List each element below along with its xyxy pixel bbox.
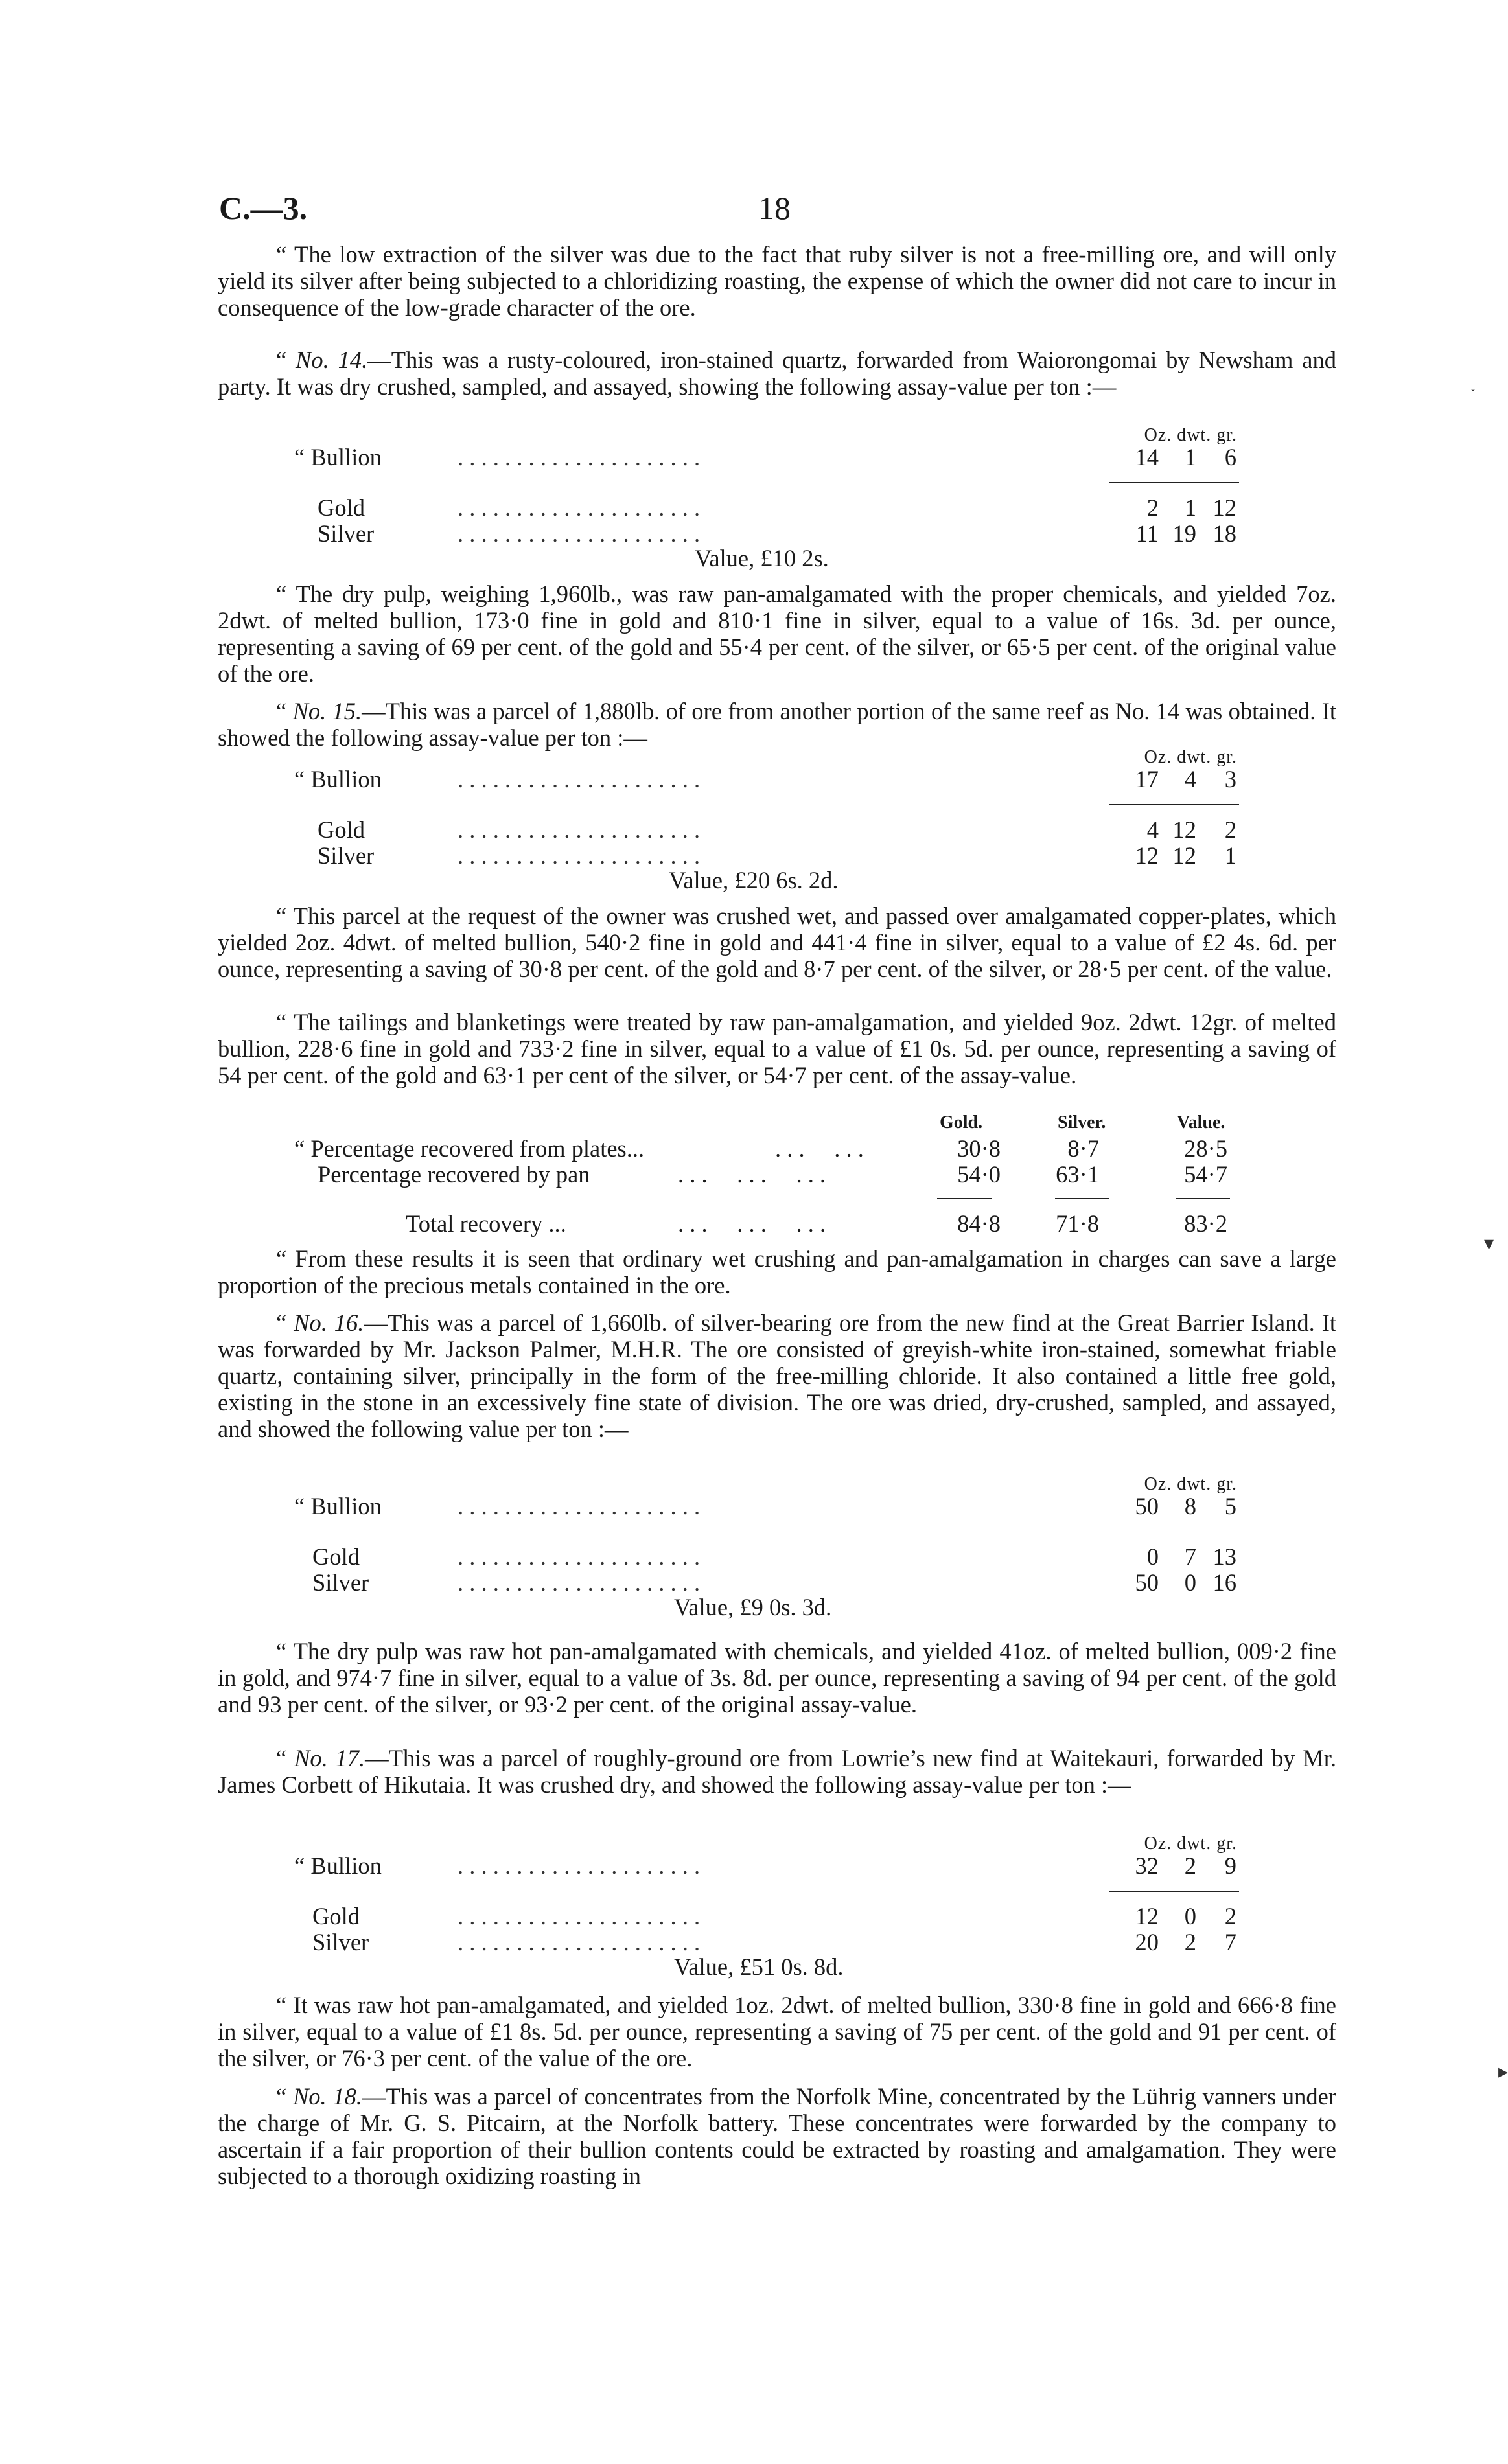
silver-row: Silver . . . . . . . . . . . . . . . . . . . . . 11 19 18 <box>318 520 1236 547</box>
gold-row: Gold . . . . . . . . . . . . . . . . . . . . . 2 1 12 <box>318 494 1236 521</box>
sample-number: No. 14. <box>296 347 368 373</box>
gold-row: Gold . . . . . . . . . . . . . . . . . . . . . 12 0 2 <box>312 1903 1236 1929</box>
paragraph-no-15: “ No. 15.—This was a parcel of 1,880lb. of ore from another portion of the same reef as No. 14 was obtained. It showed the following assay-value per ton :— <box>218 698 1336 751</box>
gold-row: Gold . . . . . . . . . . . . . . . . . . . . . 0 7 13 <box>312 1543 1236 1570</box>
paragraph-no-14: “ No. 14.—This was a rusty-coloured, iron-stained quartz, forwarded from Waiorongomai by Newsham and party. It was dry crushed, sampled, and assayed, showing the following assay-value per ton :— <box>218 347 1336 400</box>
bullion-row: “ Bullion . . . . . . . . . . . . . . . . . . . . . 32 2 9 <box>294 1852 1236 1879</box>
assay-value: Value, £10 2s. <box>695 545 829 571</box>
col-value: Value. <box>1177 1112 1225 1133</box>
paragraph-no-16: “ No. 16.—This was a parcel of 1,660lb. of silver-bearing ore from the new find at the Great Barrier Island. It was forwarded by Mr. Jackson Palmer, M.H.R. The ore consisted of greyish-white iron-stained, somewhat friable quartz, containing silver, principally in the form of the free-milling chloride. It also contained a little free gold, existing in the stone in an excessively fine state of division. The ore was dried, dry-crushed, sampled, and assayed, and showed the following value per ton :— <box>218 1309 1336 1442</box>
col-gold: Gold. <box>940 1112 983 1133</box>
silver-row: Silver . . . . . . . . . . . . . . . . . . . . . 50 0 16 <box>312 1569 1236 1596</box>
units-header: Oz. dwt. gr. <box>1144 425 1237 445</box>
assay-table-no-14 <box>218 425 1336 581</box>
assay-table-no-15: Oz. dwt. gr. “ Bullion . . . . . . . . . . . . . . . . . . . . . 17 4 3 Gold . . . . . . . . . . . . . . . . . . . . . 4 12 2 Silver . . . . . . . . . . . . . . . . . . . . . 12 12 1 Value, £20 6s. 2d. <box>218 747 1336 903</box>
bullion-row: “ Bullion . . . . . . . . . . . . . . . . . . . . . 50 8 5 <box>294 1493 1236 1519</box>
bullion-row: “ Bullion . . . . . . . . . . . . . . . . . . . . . 17 4 3 <box>294 766 1236 792</box>
scan-mark-icon: ▾ <box>1484 1233 1494 1254</box>
paragraph-no-18: “ No. 18.—This was a parcel of concentrates from the Norfolk Mine, concentrated by the Lührig vanners under the charge of Mr. G. S. Pitcairn, at the Norfolk battery. These concentrates were forwarded by the company to ascertain if a fair proportion of their bullion contents could be extracted by roasting and amalgamation. They were subjected to a thorough oxidizing roasting in <box>218 2083 1336 2189</box>
paragraph-no-17: “ No. 17.—This was a parcel of roughly-ground ore from Lowrie’s new find at Waitekauri, forwarded by Mr. James Corbett of Hikutaia. It was crushed dry, and showed the following assay-value per ton :— <box>218 1745 1336 1798</box>
paragraph-no-15-plates: “ This parcel at the request of the owner was crushed wet, and passed over amalgamated copper-plates, which yielded 2oz. 4dwt. of melted bullion, 540·2 fine in gold and 441·4 fine in silver, equal to a value of £2 4s. 6d. per ounce, representing a saving of 30·8 per cent. of the gold and 8·7 per cent. of the silver, or 28·5 per cent. of the value. <box>218 903 1336 982</box>
total-row: Total recovery ... . . . . . . . . . 84·8 71·8 83·2 <box>406 1210 1227 1237</box>
scan-mark-icon: ˯ <box>1470 371 1476 392</box>
recovery-table <box>218 1112 1336 1261</box>
page-number: 18 <box>758 190 791 226</box>
silver-row: Silver . . . . . . . . . . . . . . . . . . . . . 20 2 7 <box>312 1929 1236 1955</box>
paragraph-no-15-conclusion: “ From these results it is seen that ordinary wet crushing and pan-amalgamation in charges can save a large proportion of the precious metals contained in the ore. <box>218 1245 1336 1298</box>
col-silver: Silver. <box>1058 1112 1106 1133</box>
paragraph-no-14-result: “ The dry pulp, weighing 1,960lb., was raw pan-amalgamated with the proper chemicals, and yielded 7oz. 2dwt. of melted bullion, 173·0 fine in gold and 810·1 fine in silver, equal to a value of 16s. 3d. per ounce, representing a saving of 69 per cent. of the gold and 55·4 per cent. of the silver, or 65·5 per cent. of the original value of the ore. <box>218 581 1336 687</box>
bullion-row: “ Bullion . . . . . . . . . . . . . . . . . . . . . 14 1 6 <box>294 444 1236 470</box>
paragraph-no-15-tailings: “ The tailings and blanketings were treated by raw pan-amalgamation, and yielded 9oz. 2dwt. 12gr. of melted bullion, 228·6 fine in gold and 733·2 fine in silver, equal to a value of £1 0s. 5d. per ounce, representing a saving of 54 per cent. of the gold and 63·1 per cent of the silver, or 54·7 per cent. of the assay-value. <box>218 1009 1336 1088</box>
silver-row: Silver . . . . . . . . . . . . . . . . . . . . . 12 12 1 <box>318 842 1236 869</box>
paragraph-no-16-result: “ The dry pulp was raw hot pan-amalgamated with chemicals, and yielded 41oz. of melted bullion, 009·2 fine in gold, and 974·7 fine in silver, equal to a value of 3s. 8d. per ounce, representing a saving of 94 per cent. of the gold and 93 per cent. of the silver, or 93·2 per cent. of the original assay-value. <box>218 1638 1336 1718</box>
section-code: C.—3. <box>219 190 308 226</box>
scan-mark-icon: ▸ <box>1498 2061 1508 2082</box>
plates-row: “ Percentage recovered from plates... . . . . . . 30·8 8·7 28·5 <box>294 1135 1227 1162</box>
assay-table-no-17: Oz. dwt. gr. “ Bullion . . . . . . . . . . . . . . . . . . . . . 32 2 9 Gold . . . . . . . . . . . . . . . . . . . . . 12 0 2 Silver . . . . . . . . . . . . . . . . . . . . . 20 2 7 Value, £51 0s. 8d. <box>218 1834 1336 1989</box>
paragraph-ruby-silver: “ The low extraction of the silver was due to the fact that ruby silver is not a free-milling ore, and will only yield its silver after being subjected to a chloridizing roasting, the expense of which the owner did not care to incur in consequence of the low-grade character of the ore. <box>218 241 1336 321</box>
pan-row: Percentage recovered by pan . . . . . . . . . 54·0 63·1 54·7 <box>318 1161 1227 1188</box>
assay-value: Value, £9 0s. 3d. <box>674 1594 832 1620</box>
assay-table-no-16: Oz. dwt. gr. “ Bullion . . . . . . . . . . . . . . . . . . . . . 50 8 5 Gold . . . . . . . . . . . . . . . . . . . . . 0 7 13 Silver . . . . . . . . . . . . . . . . . . . . . 50 0 16 Value, £9 0s. 3d. <box>218 1474 1336 1629</box>
assay-value: Value, £51 0s. 8d. <box>674 1953 844 1980</box>
assay-value: Value, £20 6s. 2d. <box>669 867 839 893</box>
gold-row: Gold . . . . . . . . . . . . . . . . . . . . . 4 12 2 <box>318 816 1236 843</box>
paragraph-no-17-result: “ It was raw hot pan-amalgamated, and yielded 1oz. 2dwt. of melted bullion, 330·8 fine in gold and 666·8 fine in silver, equal to a value of £1 8s. 5d. per ounce, representing a saving of 75 per cent. of the gold and 91 per cent. of the silver, or 76·3 per cent. of the value of the ore. <box>218 1992 1336 2071</box>
